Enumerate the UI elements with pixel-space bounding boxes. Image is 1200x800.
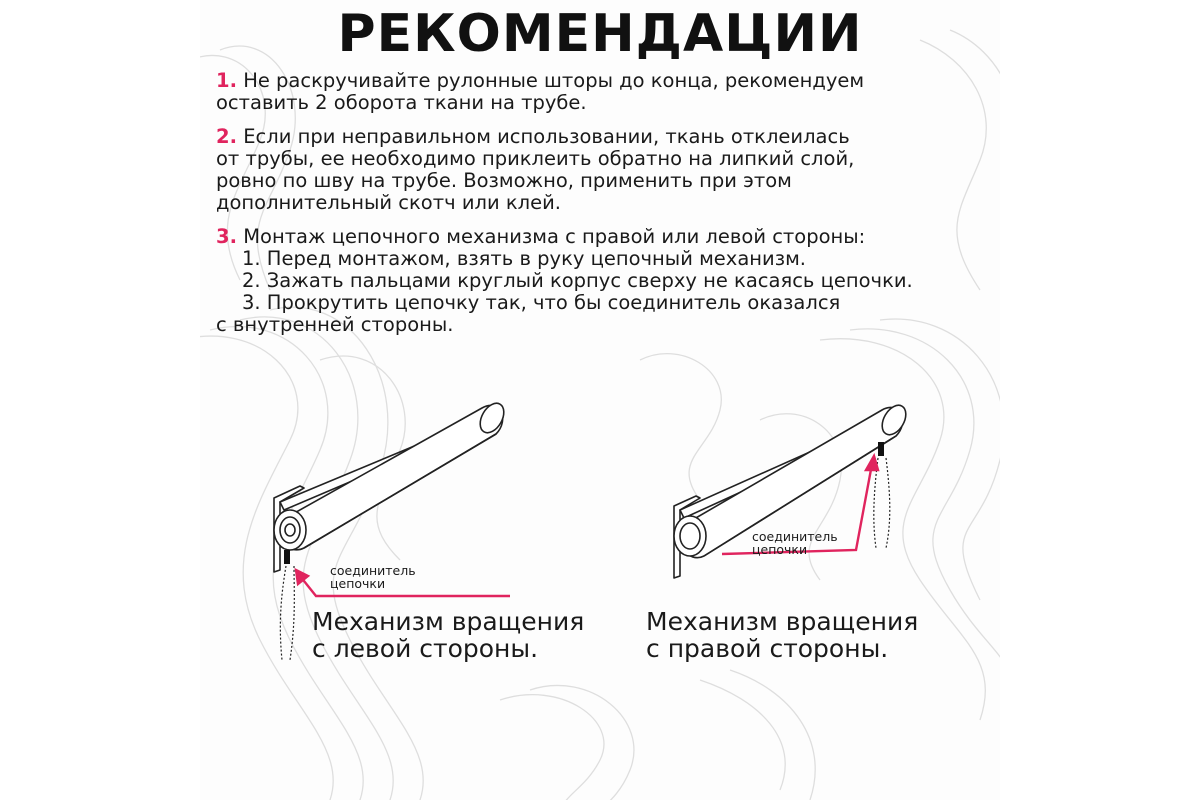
chain-connector-icon — [284, 550, 290, 564]
instruction-step: 2. Зажать пальцами круглый корпус сверху не касаясь цепочки. — [242, 269, 913, 292]
callout-line: цепочки — [330, 576, 386, 591]
callout-line: цепочки — [752, 542, 808, 557]
recommendations-card — [200, 0, 1000, 800]
right-caption — [646, 608, 918, 662]
callout-line: соединитель — [330, 563, 416, 578]
instruction-step-continuation: с внутренней стороны. — [216, 313, 454, 336]
instruction-step: 3. Прокрутить цепочку так, что бы соединитель оказался — [242, 291, 841, 314]
left-callout — [330, 564, 416, 590]
callout-line: соединитель — [752, 529, 838, 544]
right-callout — [752, 530, 838, 556]
instruction-text: дополнительный скотч или клей. — [216, 191, 561, 214]
caption-line: с правой стороны. — [646, 634, 889, 663]
instruction-text: Монтаж цепочного механизма с правой или левой стороны: — [243, 225, 866, 248]
instruction-line — [216, 126, 986, 148]
instruction-text: Не раскручивайте рулонные шторы до конца, рекомендуем — [243, 69, 865, 92]
instruction-number: 2. — [216, 125, 237, 148]
instruction-text: от трубы, ее необходимо приклеить обратно на липкий слой, — [216, 147, 855, 170]
instruction-number: 3. — [216, 225, 237, 248]
instruction-line — [216, 226, 986, 248]
instruction-item-3 — [216, 226, 986, 336]
caption-line: Механизм вращения — [312, 607, 585, 636]
instruction-step: 1. Перед монтажом, взять в руку цепочный механизм. — [242, 247, 806, 270]
roller-blind-right-icon — [660, 380, 920, 600]
chain-icon — [280, 566, 294, 660]
chain-connector-icon — [878, 442, 884, 456]
page-title: РЕКОМЕНДАЦИИ — [337, 4, 863, 64]
instruction-number: 1. — [216, 69, 237, 92]
instruction-text: Если при неправильном использовании, ткань отклеилась — [243, 125, 850, 148]
caption-line: Механизм вращения — [646, 607, 919, 636]
instruction-line — [216, 70, 986, 92]
instruction-item-1 — [216, 70, 986, 114]
caption-line: с левой стороны. — [312, 634, 539, 663]
instruction-item-2 — [216, 126, 986, 214]
instruction-text: ровно по шву на трубе. Возможно, применить при этом — [216, 169, 792, 192]
chain-icon — [874, 458, 890, 548]
instruction-text: оставить 2 оборота ткани на трубе. — [216, 91, 587, 114]
instructions-list — [216, 70, 986, 348]
left-caption — [312, 608, 584, 662]
